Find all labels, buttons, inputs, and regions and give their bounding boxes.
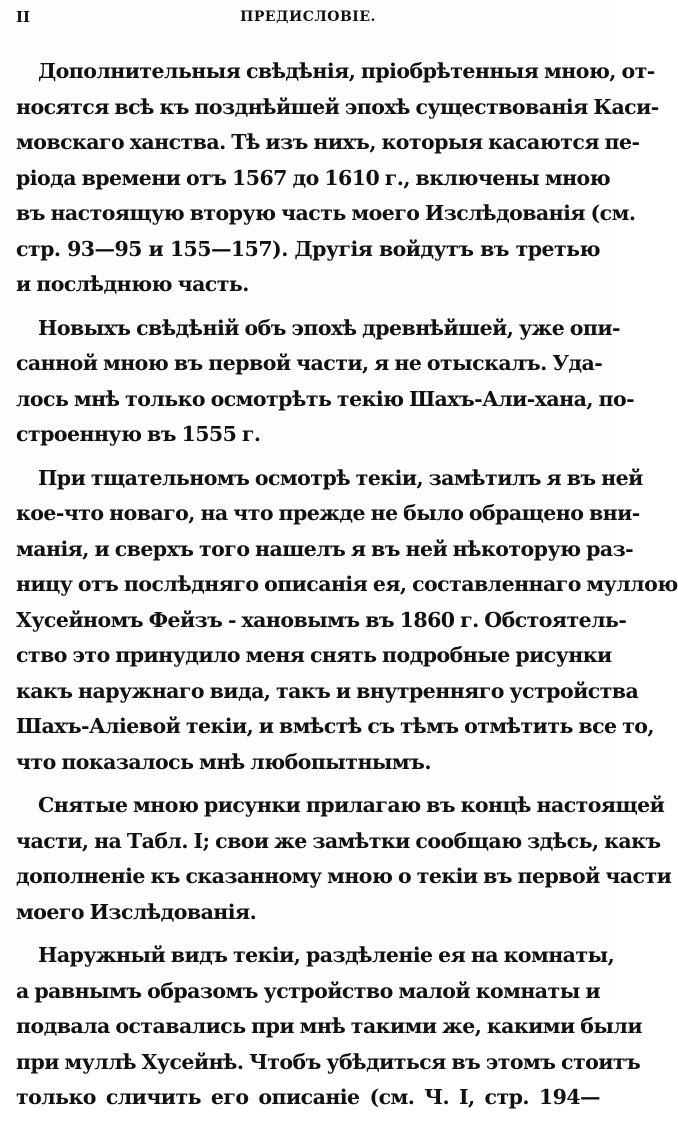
text-line: стр. 93—95 и 155—157). Другія войдутъ въ третью [16, 236, 600, 261]
text-line: кое-что новаго, на что прежде не было обращено вни- [16, 501, 640, 525]
text-line: санной мною въ первой части, я не отыскалъ. Уда- [16, 351, 603, 375]
text-line: что показалось мнѣ любопытнымъ. [16, 749, 431, 774]
text-line: ницу отъ послѣдняго описанія ея, составленнаго муллою [16, 572, 678, 596]
paragraph-2 [16, 311, 635, 453]
text-line: части, на Табл. I; свои же замѣтки сообщаю здѣсь, какъ [16, 828, 661, 853]
text-line: Новыхъ свѣдѣній объ эпохѣ древнѣйшей, уже опи- [38, 315, 620, 340]
text-line: подвала оставались при мнѣ такими же, какими были [16, 1014, 642, 1038]
text-line: Наружный видъ текіи, раздѣленіе ея на комнаты, [38, 943, 615, 967]
text-line: какъ наружнаго вида, такъ и внутренняго устройства [16, 678, 639, 703]
text-line: строенную въ 1555 г. [16, 422, 261, 446]
text-line: и послѣднюю часть. [16, 272, 249, 296]
page-number: II [16, 8, 31, 26]
text-line: ство это принудило меня снять подробные рисунки [16, 643, 612, 667]
text-line: моего Изслѣдованія. [16, 899, 257, 924]
text-line: только сличить его описаніе (см. Ч. I, стр. 194— [16, 1085, 600, 1109]
text-line: лось мнѣ только осмотрѣть текію Шахъ-Али-хана, по- [16, 386, 635, 411]
text-line: при муллѣ Хусейнѣ. Чтобъ убѣдиться въ этомъ стоитъ [16, 1049, 641, 1074]
text-line: мовскаго ханства. Тѣ изъ нихъ, которыя касаются пе- [16, 130, 640, 154]
paragraph-4 [16, 788, 672, 930]
text-line: дополненіе къ сказанному мною о текіи въ первой части [16, 864, 672, 888]
running-head [16, 8, 600, 30]
text-line: При тщательномъ осмотрѣ текіи, замѣтилъ я въ ней [38, 465, 643, 490]
text-line: Хусейномъ Фейзъ - хановымъ въ 1860 г. Обстоятель- [16, 607, 627, 632]
text-line: Шахъ-Алiевой текіи, и вмѣстѣ съ тѣмъ отмѣтить все то, [16, 714, 654, 738]
paragraph-5 [16, 938, 642, 1116]
paragraph-1 [16, 54, 659, 303]
text-line: ріода времени отъ 1567 до 1610 г., включены мною [16, 165, 611, 190]
body-text [16, 54, 678, 1124]
text-line: манія, и сверхъ того нашелъ я въ ней нѣкоторую раз- [16, 536, 634, 561]
running-title: ПРЕДИСЛОВІЕ. [240, 9, 376, 25]
paragraph-3 [16, 461, 678, 781]
text-line: въ настоящую вторую часть моего Изслѣдованія (см. [16, 201, 636, 225]
text-line: а равнымъ образомъ устройство малой комнаты и [16, 978, 600, 1003]
text-line: носятся всѣ къ позднѣйшей эпохѣ существованія Каси- [16, 94, 659, 119]
text-line: Снятые мною рисунки прилагаю въ концѣ настоящей [38, 793, 665, 817]
text-line: Дополнительныя свѣдѣнія, пріобрѣтенныя мною, от- [38, 59, 655, 83]
